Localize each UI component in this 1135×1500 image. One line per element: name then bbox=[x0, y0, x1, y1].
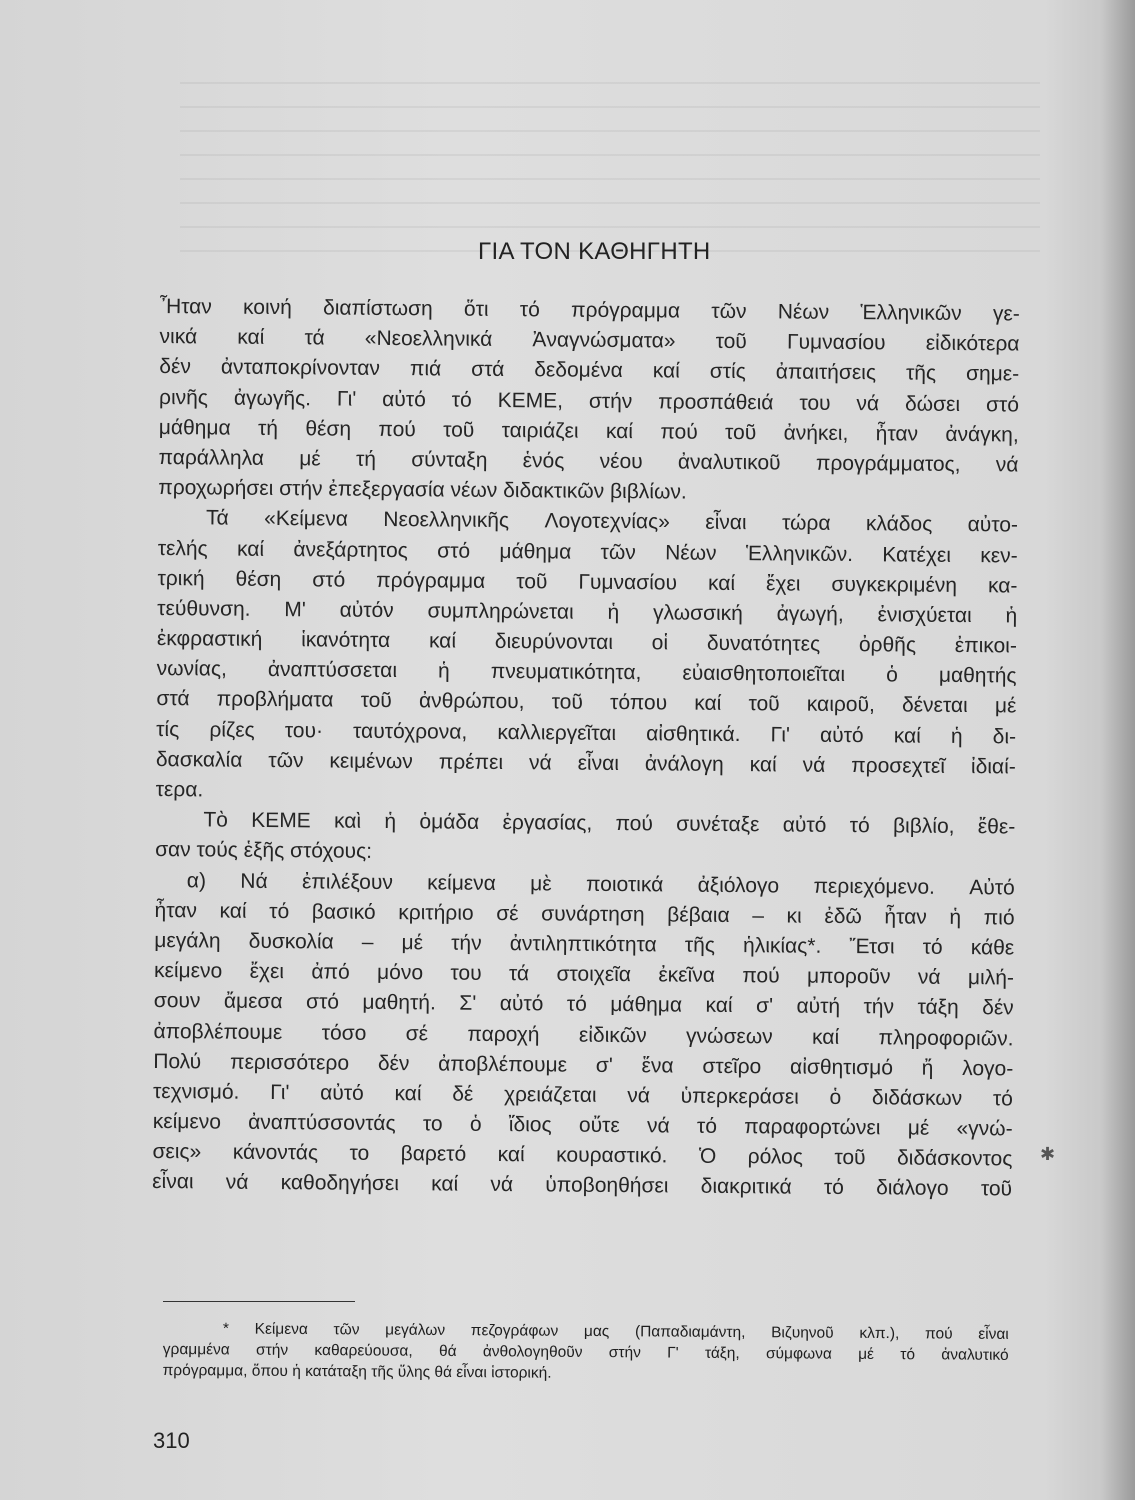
text-line: τίς ρίζες του· ταυτόχρονα, καλλιεργεῖται αἰσθητικά. Γι' αὐτό καί ἡ δι- bbox=[156, 717, 1017, 749]
text-line: Ἦταν κοινή διαπίστωση ὅτι τό πρόγραμμα τῶν Νέων Ἑλληνικῶν γε- bbox=[159, 294, 1020, 326]
text-line: τερα. bbox=[155, 777, 204, 802]
text-line: ρινῆς ἀγωγῆς. Γι' αὐτό τό ΚΕΜΕ, στήν προσπάθειά του νά δώσει στό bbox=[158, 385, 1020, 417]
footnote-divider bbox=[163, 1301, 355, 1302]
bleed-through-texture bbox=[180, 60, 1040, 260]
footnote bbox=[163, 1318, 1009, 1387]
text-line: δέν ἀνταποκρίνονταν πιά στά δεδομένα καί στίς ἀπαιτήσεις τῆς σημε- bbox=[159, 355, 1020, 386]
text-line: κείμενο ἔχει ἀπό μόνο του τά στοιχεῖα ἐκεῖνα πού μποροῦν νά μιλή- bbox=[153, 959, 1015, 990]
text-line: σουν ἄμεσα στό μαθητή. Σ' αὐτό τό μάθημα καί σ' αὐτή τήν τάξη δέν bbox=[153, 989, 1014, 1020]
footnote-line: πρόγραμμα, ὅπου ἡ κατάταξη τῆς ὕλης θά εἶναι ἱστορική. bbox=[162, 1361, 552, 1382]
footnote-line: * Κείμενα τῶν μεγάλων πεζογράφων μας (Παπαδιαμάντη, Βιζυηνοῦ κλπ.), πού εἶναι bbox=[222, 1320, 1009, 1343]
text-line: α) Νά ἐπιλέξουν κείμενα μὲ ποιοτικά ἀξιόλογο περιεχόμενο. Αὐτό bbox=[186, 868, 1015, 900]
text-line: σαν τούς ἑξῆς στόχους: bbox=[155, 838, 373, 864]
text-line: σεις» κάνοντάς το βαρετό καί κουραστικό. Ὁ ρόλος τοῦ διδάσκοντος bbox=[152, 1140, 1013, 1171]
text-line: ἦταν καί τό βασικό κριτήριο σέ συνάρτηση βέβαια – κι ἐδῶ ἦταν ἡ πιό bbox=[154, 898, 1015, 930]
text-line: τεχνισμό. Γι' αὐτό καί δέ χρειάζεται νά ὑπερκεράσει ὁ διδάσκων τό bbox=[152, 1079, 1014, 1111]
text-line: μεγάλη δυσκολία – μέ τήν ἀντιληπτικότητα τῆς ἡλικίας*. Ἔτσι τό κάθε bbox=[154, 928, 1015, 960]
text-line: στά προβλήματα τοῦ ἀνθρώπου, τοῦ τόπου καί τοῦ καιροῦ, δένεται μέ bbox=[156, 687, 1017, 718]
text-line: τελής καί ἀνεξάρτητος στό μάθημα τῶν Νέων Ἑλληνικῶν. Κατέχει κεν- bbox=[157, 536, 1018, 567]
text-line: ἀποβλέπουμε τόσο σέ παροχή εἰδικῶν γνώσεων καί πληροφοριῶν. bbox=[153, 1019, 1014, 1050]
text-line: παράλληλα μέ τή σύνταξη ἑνός νέου ἀναλυτικοῦ προγράμματος, νά bbox=[158, 445, 1019, 477]
text-line: Πολύ περισσότερο δέν ἀποβλέπουμε σ' ἕνα στεῖρο αἰσθητισμό ἤ λογο- bbox=[153, 1049, 1014, 1081]
text-line: μάθημα τή θέση πού τοῦ ταιριάζει καί πού τοῦ ἀνήκει, ἦταν ἀνάγκη, bbox=[158, 415, 1019, 447]
text-line: κείμενο ἀναπτύσσοντάς το ὁ ἴδιος οὔτε νά τό παραφορτώνει μέ «γνώ- bbox=[152, 1110, 1013, 1141]
text-line: δασκαλία τῶν κειμένων πρέπει νά εἶναι ἀνάλογη καί νά προσεχτεῖ ἰδιαί- bbox=[155, 747, 1016, 779]
text-line: Τά «Κείμενα Νεοελληνικῆς Λογοτεχνίας» εἶναι τώρα κλάδος αὐτο- bbox=[205, 506, 1019, 537]
ink-smudge-icon: ✱ bbox=[1040, 1144, 1056, 1164]
text-line: νικά καί τά «Νεοελληνικά Ἀναγνώσματα» τοῦ Γυμνασίου εἰδικότερα bbox=[159, 325, 1020, 356]
text-line: τρική θέση στό πρόγραμμα τοῦ Γυμνασίου καί ἔχει συγκεκριμένη κα- bbox=[157, 566, 1018, 598]
body-text bbox=[152, 292, 1020, 1205]
text-line: Τὸ ΚΕΜΕ καὶ ἡ ὁμάδα ἐργασίας, πού συνέταξε αὐτό τό βιβλίο, ἔθε- bbox=[203, 808, 1016, 839]
text-line: εἶναι νά καθοδηγήσει καί νά ὑποβοηθήσει διακριτικά τό διάλογο τοῦ bbox=[152, 1170, 1013, 1201]
text-line: ἐκφραστική ἱκανότητα καί διευρύνονται οἱ δυνατότητες ὀρθῆς ἐπικοι- bbox=[156, 627, 1017, 658]
text-line: προχωρήσει στήν ἐπεξεργασία νέων διδακτικῶν βιβλίων. bbox=[158, 476, 687, 504]
footnote-line: γραμμένα στήν καθαρεύουσα, θά ἀνθολογηθοῦν στήν Γ' τάξη, σύμφωνα μέ τό ἀναλυτικό bbox=[162, 1340, 1009, 1364]
page-number: 310 bbox=[153, 1428, 190, 1453]
text-line: νωνίας, ἀναπτύσσεται ἡ πνευματικότητα, εὐαισθητοποιεῖται ὁ μαθητής bbox=[156, 657, 1017, 688]
page-title: ΓΙΑ ΤΟΝ ΚΑΘΗΓΗΤΗ bbox=[478, 238, 711, 265]
text-line: τεύθυνση. Μ' αὐτόν συμπληρώνεται ἡ γλωσσική ἀγωγή, ἐνισχύεται ἡ bbox=[157, 596, 1018, 628]
